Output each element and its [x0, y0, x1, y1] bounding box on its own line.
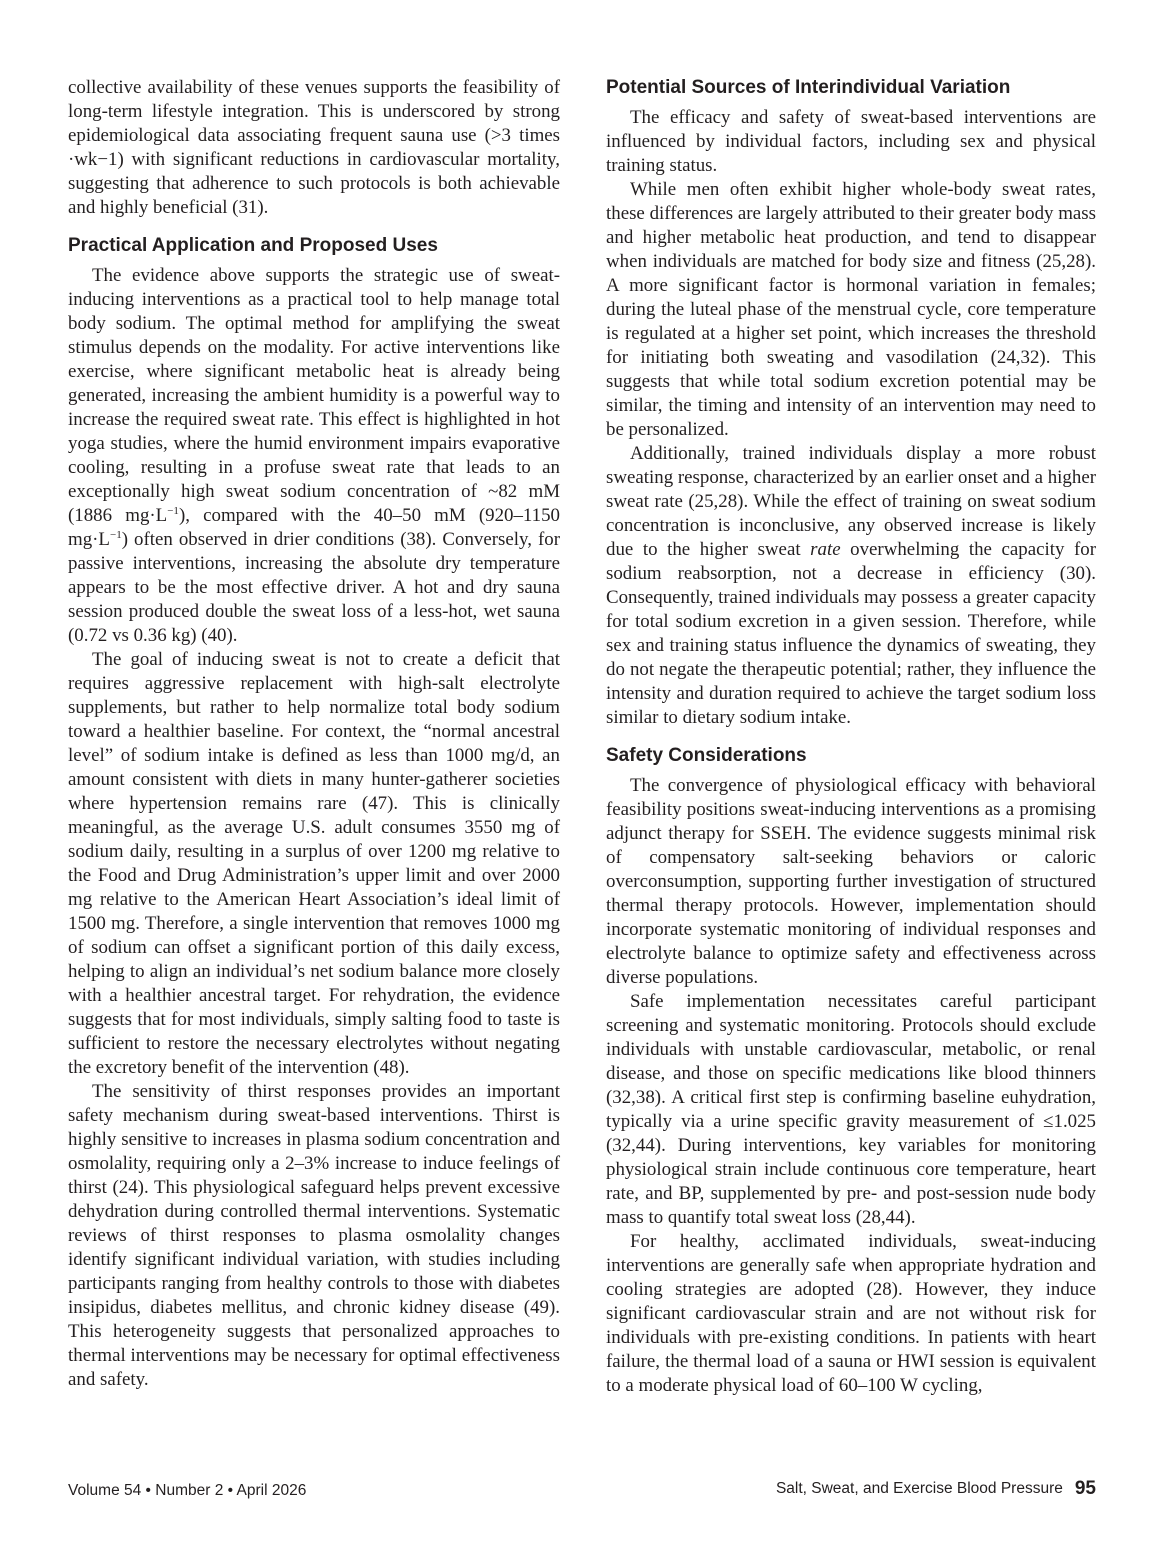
section-heading-practical-application: Practical Application and Proposed Uses: [68, 235, 438, 256]
running-title: Salt, Sweat, and Exercise Blood Pressure: [775, 1480, 1063, 1497]
paragraph-individual-factors: The efficacy and safety of sweat-based interventions are influenced by individual factors, including sex and physical training status.: [606, 107, 1096, 176]
paragraph-training-status: [606, 442, 1096, 730]
page-number: 95: [1074, 1478, 1096, 1499]
section-heading-interindividual-variation: Potential Sources of Interindividual Variation: [606, 77, 1011, 98]
paragraph-text: ) often observed in drier conditions (38). Conversely, for passive interventions, increasing the absolute dry temperature appears to be the most effective driver. A hot and dry sauna session produced double the sweat loss of a less-hot, wet sauna (0.72 vs 0.36 kg) (40).: [68, 529, 560, 646]
issue-info: Volume 54 • Number 2 • April 2026: [68, 1482, 307, 1499]
paragraph-sex-differences: While men often exhibit higher whole-body sweat rates, these differences are largely attributed to their greater body mass and higher metabolic heat production, and tend to disappear when individuals are matched for body size and fitness (25,28). A more significant factor is hormonal variation in females; during the luteal phase of the menstrual cycle, core temperature is regulated at a higher set point, which increases the threshold for initiating both sweating and vasodilation (24,32). This suggests that while total sodium excretion potential may be similar, the timing and intensity of an intervention may need to be personalized.: [606, 179, 1096, 440]
paragraph-text: The evidence above supports the strategic use of sweat-inducing interventions as a practical tool to help manage total body sodium. The optimal method for amplifying the sweat stimulus depends on the modality. For active interventions like exercise, where significant metabolic heat is already being generated, increasing the ambient humidity is a powerful way to increase the required sweat rate. This effect is highlighted in hot yoga studies, where the humid environment impairs evaporative cooling, resulting in a profuse sweat rate that leads to an exceptionally high sweat sodium concentration of ~82 mM (1886 mg·L: [68, 265, 560, 526]
paragraph-text: ), compared with the 40–50 mM (920–1150 mg·L: [68, 505, 560, 550]
paragraph-text: Additionally, trained individuals display a more robust sweating response, characterized by an earlier onset and a higher sweat rate (25,28). While the effect of training on sweat sodium concentration is inconclusive, any observed increase is likely due to the higher sweat: [606, 443, 1096, 560]
paragraph-healthy-individuals: For healthy, acclimated individuals, sweat-inducing interventions are generally safe when appropriate hydration and cooling strategies are adopted (28). However, they induce significant cardiovascular strain and are not without risk for individuals with pre-existing conditions. In patients with heart failure, the thermal load of a sauna or HWI session is equivalent to a moderate physical load of 60–100 W cycling,: [606, 1231, 1096, 1396]
section-heading-safety: Safety Considerations: [606, 745, 807, 766]
superscript: −1: [167, 505, 179, 517]
paragraph-text: overwhelming the capacity for sodium reabsorption, not a decrease in efficiency (30). Consequently, trained individuals may possess a greater capacity for total sodium excretion in a given session. Therefore, while sex and training status influence the dynamics of sweating, they do not negate the therapeutic potential; rather, they influence the intensity and duration required to achieve the target sodium loss similar to dietary sodium intake.: [606, 539, 1097, 728]
footer-right: [776, 1478, 1096, 1500]
paragraph-thirst-responses: The sensitivity of thirst responses provides an important safety mechanism during sweat-based interventions. Thirst is highly sensitive to increases in plasma sodium concentration and osmolality, requiring only a 2–3% increase to induce feelings of thirst (24). This physiological safeguard helps prevent excessive dehydration during controlled thermal interventions. Systematic reviews of thirst responses to plasma osmolality changes identify significant individual variation, with studies including participants ranging from healthy controls to those with diabetes insipidus, diabetes mellitus, and chronic kidney disease (49). This heterogeneity suggests that personalized approaches to thermal interventions may be necessary for optimal effectiveness and safety.: [68, 1081, 560, 1390]
paragraph-sweat-stimulus: [68, 264, 560, 648]
paragraph-sodium-baseline: The goal of inducing sweat is not to create a deficit that requires aggressive replacement with high-salt electrolyte supplements, but rather to help normalize total body sodium toward a healthier baseline. For context, the “normal ancestral level” of sodium intake is defined as less than 1000 mg/d, an amount consistent with diets in many hunter-gatherer societies where hypertension remains rare (47). This is clinically meaningful, as the average U.S. adult consumes 3550 mg of sodium daily, resulting in a surplus of over 1200 mg relative to the Food and Drug Administration’s upper limit and over 2000 mg relative to the American Heart Association’s ideal limit of 1500 mg. Therefore, a single intervention that removes 1000 mg of sodium can offset a significant portion of this daily excess, helping to align an individual’s net sodium balance more closely with a healthier ancestral target. For rehydration, the evidence suggests that for most individuals, simply salting food to taste is sufficient to restore the necessary electrolytes without negating the excretory benefit of the intervention (48).: [68, 649, 560, 1078]
left-column: [68, 76, 560, 1392]
intro-paragraph: collective availability of these venues supports the feasibility of long-term lifestyle integration. This is underscored by strong epidemiological data associating frequent sauna use (>3 times ·wk−1) with significant reductions in cardiovascular mortality, suggesting that adherence to such protocols is both achievable and highly beneficial (31).: [68, 77, 560, 218]
emphasis: rate: [810, 539, 841, 560]
paragraph-convergence: The convergence of physiological efficacy with behavioral feasibility positions sweat-inducing interventions as a promising adjunct therapy for SSEH. The evidence suggests minimal risk of compensatory salt-seeking behaviors or caloric overconsumption, supporting further investigation of structured thermal therapy protocols. However, implementation should incorporate systematic monitoring of individual responses and electrolyte balance to optimize safety and effectiveness across diverse populations.: [606, 775, 1096, 988]
superscript: −1: [109, 529, 122, 541]
paragraph-safe-implementation: Safe implementation necessitates careful participant screening and systematic monitoring. Protocols should exclude individuals with unstable cardiovascular, metabolic, or renal disease, and those on specific medications like blood thinners (32,38). A critical first step is confirming baseline euhydration, typically via a urine specific gravity measurement of ≤1.025 (32,44). During interventions, key variables for monitoring physiological strain include continuous core temperature, heart rate, and BP, supplemented by pre- and post-session nude body mass to quantify total sweat loss (28,44).: [606, 991, 1096, 1228]
page-footer: [68, 1478, 1096, 1506]
right-column: [606, 76, 1096, 1398]
